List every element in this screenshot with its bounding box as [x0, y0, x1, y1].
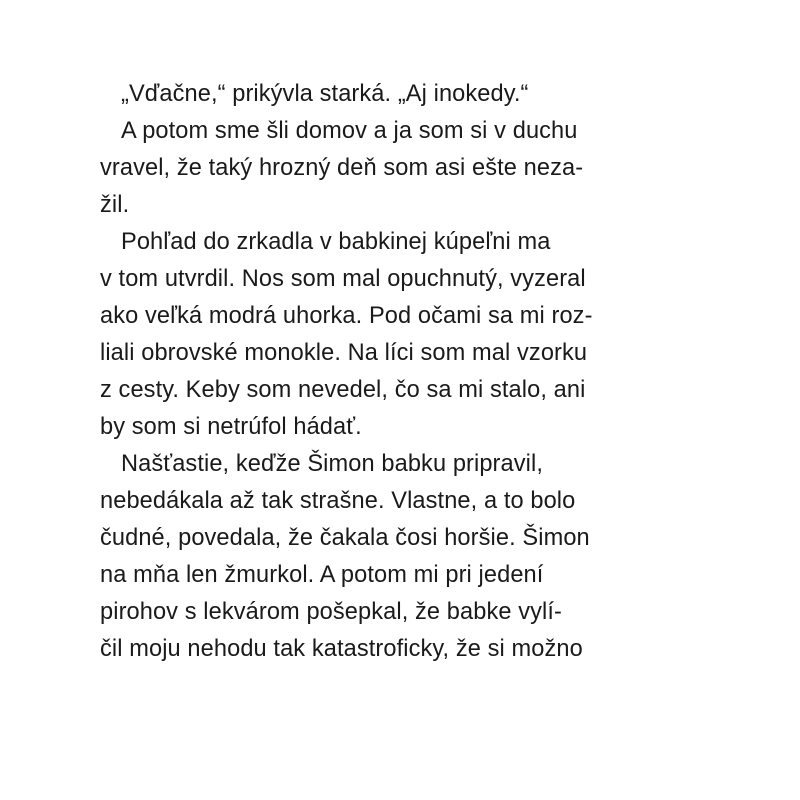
- text-line: Našťastie, keďže Šimon babku pripravil,: [121, 451, 543, 477]
- text-line: čudné, povedala, že čakala čosi horšie. Šimon: [100, 525, 590, 551]
- text-line: z cesty. Keby som nevedel, čo sa mi stalo, ani: [100, 377, 586, 403]
- text-line: nebedákala až tak strašne. Vlastne, a to bolo: [100, 488, 576, 514]
- text-line: čil moju nehodu tak katastroficky, že si možno: [100, 636, 583, 662]
- text-line: v tom utvrdil. Nos som mal opuchnutý, vyzeral: [100, 266, 586, 292]
- text-line: liali obrovské monokle. Na líci som mal vzorku: [100, 340, 588, 366]
- text-line: A potom sme šli domov a ja som si v duchu: [121, 118, 578, 144]
- body-text: [100, 76, 700, 668]
- text-line: na mňa len žmurkol. A potom mi pri jedení: [100, 562, 544, 588]
- text-line: pirohov s lekvárom pošepkal, že babke vylí-: [100, 599, 562, 625]
- text-line: žil.: [100, 192, 130, 218]
- text-line: ako veľká modrá uhorka. Pod očami sa mi roz-: [100, 303, 593, 329]
- text-line: Pohľad do zrkadla v babkinej kúpeľni ma: [121, 229, 551, 255]
- text-line: „Vďačne,“ prikývla starká. „Aj inokedy.“: [121, 81, 529, 107]
- text-line: by som si netrúfol hádať.: [100, 414, 362, 440]
- text-line: vravel, že taký hrozný deň som asi ešte neza-: [100, 155, 584, 181]
